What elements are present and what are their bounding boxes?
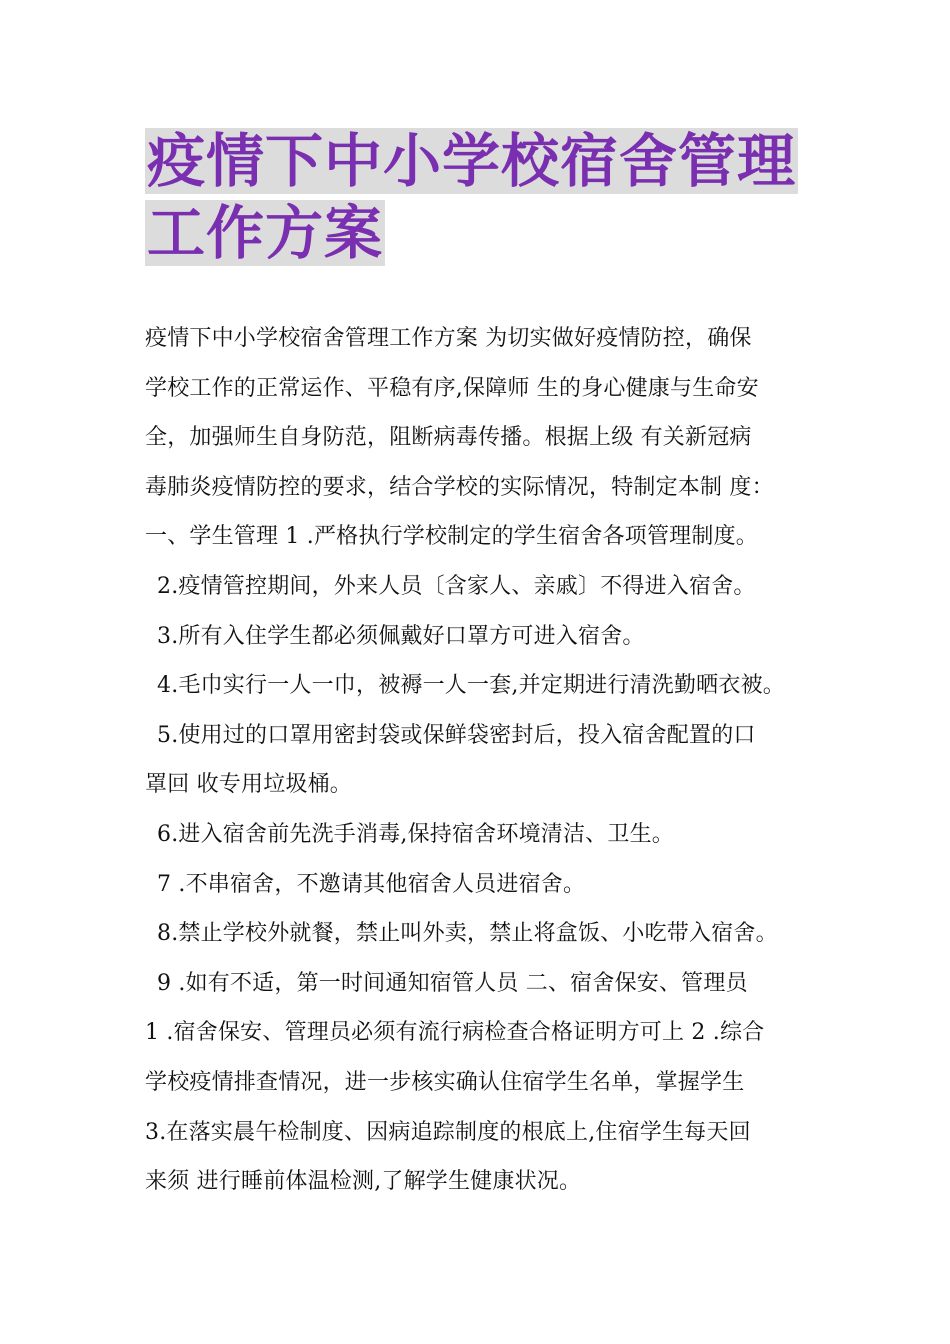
body-line: 1 .宿舍保安、管理员必须有流行病检查合格证明方可上 2 .综合 bbox=[145, 1020, 765, 1046]
body-line: 7 .不串宿舍，不邀请其他宿舍人员进宿舍。 bbox=[157, 871, 586, 897]
body-line: 6.进入宿舍前先洗手消毒,保持宿舍环境清洁、卫生。 bbox=[157, 821, 674, 847]
body-line: 全，加强师生自身防范，阻断病毒传播。根据上级 有关新冠病 bbox=[145, 425, 752, 451]
body-line: 罩回 收专用垃圾桶。 bbox=[145, 772, 352, 798]
body-line: 学校疫情排查情况，进一步核实确认住宿学生名单，掌握学生 bbox=[145, 1069, 745, 1095]
body-line: 9 .如有不适，第一时间通知宿管人员 二、宿舍保安、管理员 bbox=[157, 970, 748, 996]
body-line: 学校工作的正常运作、平稳有序,保障师 生的身心健康与生命安 bbox=[145, 375, 759, 401]
body-line: 2.疫情管控期间，外来人员〔含家人、亲戚〕不得进入宿舍。 bbox=[157, 573, 756, 599]
body-line: 来须 进行睡前体温检测,了解学生健康状况。 bbox=[145, 1169, 582, 1195]
body-line: 8.禁止学校外就餐，禁止叫外卖，禁止将盒饭、小吃带入宿舍。 bbox=[157, 921, 778, 947]
body-line: 毒肺炎疫情防控的要求，结合学校的实际情况，特制定本制 度： bbox=[145, 474, 774, 500]
document-body bbox=[145, 314, 825, 1207]
body-line: 3.所有入住学生都必须佩戴好口罩方可进入宿舍。 bbox=[157, 623, 645, 649]
body-line: 3.在落实晨午检制度、因病追踪制度的根底上,住宿学生每天回 bbox=[145, 1119, 751, 1145]
body-line: 一、学生管理 1 .严格执行学校制定的学生宿舍各项管理制度。 bbox=[145, 524, 758, 550]
body-line: 4.毛巾实行一人一巾，被褥一人一套,并定期进行清洗勤晒衣被。 bbox=[157, 673, 785, 699]
body-line: 疫情下中小学校宿舍管理工作方案 为切实做好疫情防控，确保 bbox=[145, 326, 752, 351]
body-line: 5.使用过的口罩用密封袋或保鲜袋密封后，投入宿舍配置的口 bbox=[157, 722, 756, 748]
title-line-2: 工作方案 bbox=[147, 199, 384, 267]
title-line-1: 疫情下中小学校宿舍管理 bbox=[147, 127, 797, 195]
document-title bbox=[145, 128, 825, 266]
